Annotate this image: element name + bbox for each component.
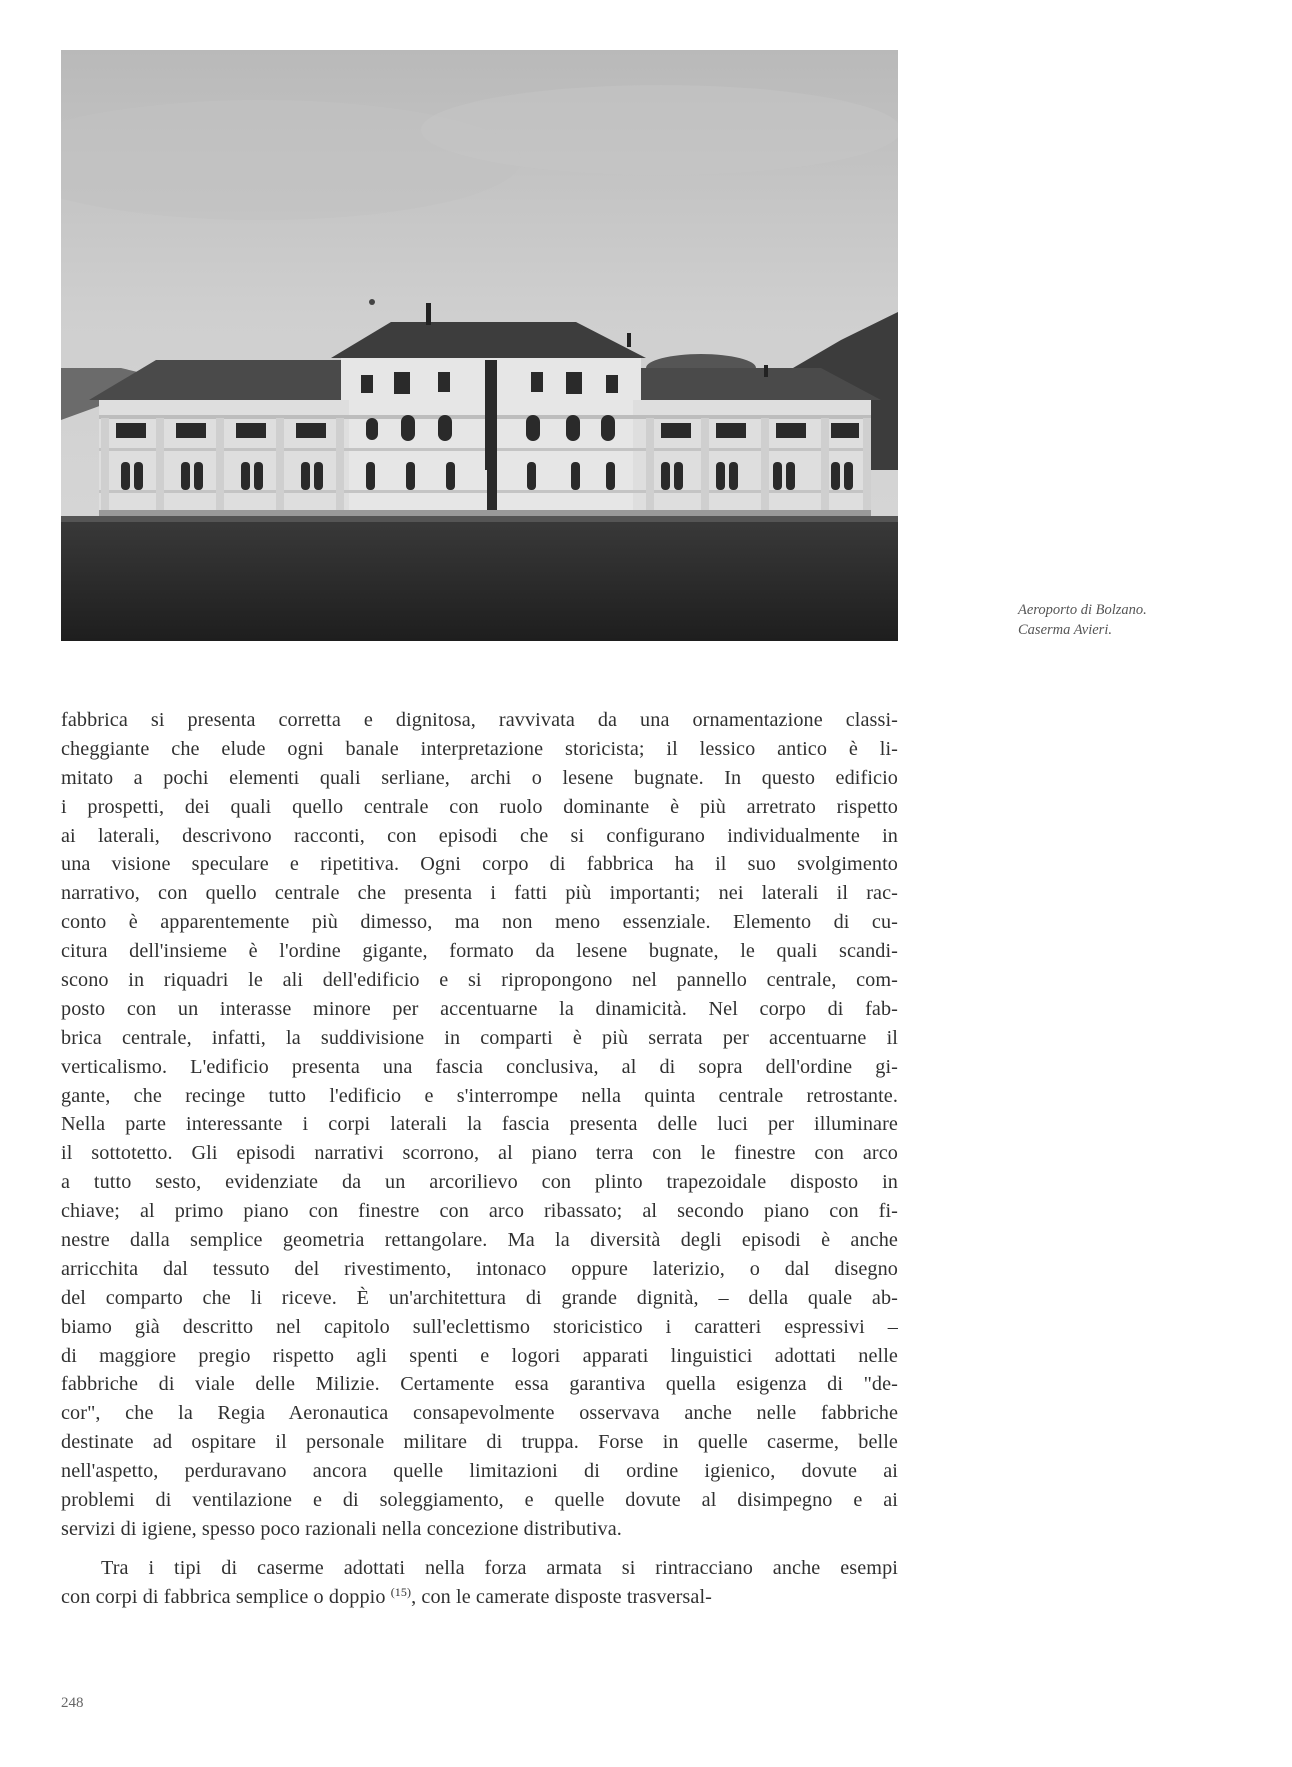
- paragraph-2-line-2-text-a: con corpi di fabbrica semplice o doppio: [61, 1585, 391, 1608]
- paragraph-1-line: cheggiante che elude ogni banale interpretazione storicista; il lessico antico è li-: [61, 737, 898, 760]
- paragraph-1-line: destinate ad ospitare il personale militare di truppa. Forse in quelle caserme, belle: [61, 1431, 898, 1454]
- paragraph-1-line: chiave; al primo piano con finestre con arco ribassato; al secondo piano con fi-: [61, 1200, 898, 1223]
- caption-line-2: Caserma Avieri.: [1018, 622, 1112, 638]
- paragraph-2: [61, 1554, 898, 1612]
- paragraph-1: [61, 706, 898, 1544]
- paragraph-1-line: narrativo, con quello centrale che presenta i fatti più importanti; nei laterali il rac-: [61, 882, 898, 905]
- paragraph-1-line: fabbriche di viale delle Milizie. Certamente essa garantiva quella esigenza di "de-: [61, 1373, 898, 1396]
- paragraph-1-line: citura dell'insieme è l'ordine gigante, formato da lesene bugnate, le quali scandi-: [61, 940, 898, 963]
- paragraph-2-line-2-text-b: , con le camerate disposte trasversal-: [411, 1585, 712, 1608]
- paragraph-2-line-2: [61, 1583, 898, 1612]
- caption-line-1: Aeroporto di Bolzano.: [1018, 602, 1147, 618]
- paragraph-1-line: mitato a pochi elementi quali serliane, archi o lesene bugnate. In questo edificio: [61, 766, 898, 789]
- paragraph-1-line: del comparto che li riceve. È un'architettura di grande dignità, – della quale ab-: [61, 1286, 898, 1309]
- figure-caption: [1018, 600, 1268, 640]
- body-text: [61, 706, 898, 1612]
- paragraph-1-line: il sottotetto. Gli episodi narrativi scorrono, al piano terra con le finestre con arco: [61, 1142, 898, 1165]
- paragraph-1-line: una visione speculare e ripetitiva. Ogni corpo di fabbrica ha il suo svolgimento: [61, 853, 898, 876]
- paragraph-1-line: gante, che recinge tutto l'edificio e s'interrompe nella quinta centrale retrostante.: [61, 1084, 898, 1107]
- paragraph-1-line: verticalismo. L'edificio presenta una fascia conclusiva, al di sopra dell'ordine gi-: [61, 1055, 898, 1078]
- paragraph-1-line: a tutto sesto, evidenziate da un arcorilievo con plinto trapezoidale disposto in: [61, 1171, 898, 1194]
- paragraph-1-line: brica centrale, infatti, la suddivisione in comparti è più serrata per accentuarne il: [61, 1026, 898, 1049]
- paragraph-1-line: fabbrica si presenta corretta e dignitosa, ravvivata da una ornamentazione classi-: [61, 709, 898, 731]
- paragraph-1-line: nell'aspetto, perduravano ancora quelle limitazioni di ordine igienico, dovute ai: [61, 1460, 898, 1483]
- paragraph-1-line: arricchita dal tessuto del rivestimento, intonaco oppure laterizio, o dal disegno: [61, 1257, 898, 1280]
- paragraph-2-line-1: Tra i tipi di caserme adottati nella forza armata si rintracciano anche esempi: [101, 1556, 898, 1579]
- paragraph-1-line: biamo già descritto nel capitolo sull'eclettismo storicistico i caratteri espressivi –: [61, 1315, 898, 1338]
- paragraph-1-line: ai laterali, descrivono racconti, con episodi che si configurano individualmente in: [61, 824, 898, 847]
- page-number: 248: [61, 1695, 84, 1711]
- paragraph-1-line: i prospetti, dei quali quello centrale con ruolo dominante è più arretrato rispetto: [61, 795, 898, 818]
- paragraph-1-line: posto con un interasse minore per accentuarne la dinamicità. Nel corpo di fab-: [61, 997, 898, 1020]
- paragraph-1-line: di maggiore pregio rispetto agli spenti e logori apparati linguistici adottati nelle: [61, 1344, 898, 1367]
- paragraph-1-line: nestre dalla semplice geometria rettangolare. Ma la diversità degli episodi è anche: [61, 1229, 898, 1252]
- building-photo-image: [61, 50, 898, 641]
- paragraph-1-line: servizi di igiene, spesso poco razionali nella concezione distributiva.: [61, 1517, 622, 1540]
- paragraph-1-line: problemi di ventilazione e di soleggiamento, e quelle dovute al disimpegno e ai: [61, 1489, 898, 1512]
- paragraph-1-line: Nella parte interessante i corpi laterali la fascia presenta delle luci per illuminare: [61, 1113, 898, 1136]
- building-photograph: [61, 50, 898, 641]
- paragraph-1-line: scono in riquadri le ali dell'edificio e si ripropongono nel pannello centrale, com-: [61, 969, 898, 992]
- paragraph-1-line: conto è apparentemente più dimesso, ma non meno essenziale. Elemento di cu-: [61, 911, 898, 934]
- paragraph-1-line: cor", che la Regia Aeronautica consapevolmente osservava anche nelle fabbriche: [61, 1402, 898, 1425]
- footnote-ref: (15): [390, 1584, 412, 1599]
